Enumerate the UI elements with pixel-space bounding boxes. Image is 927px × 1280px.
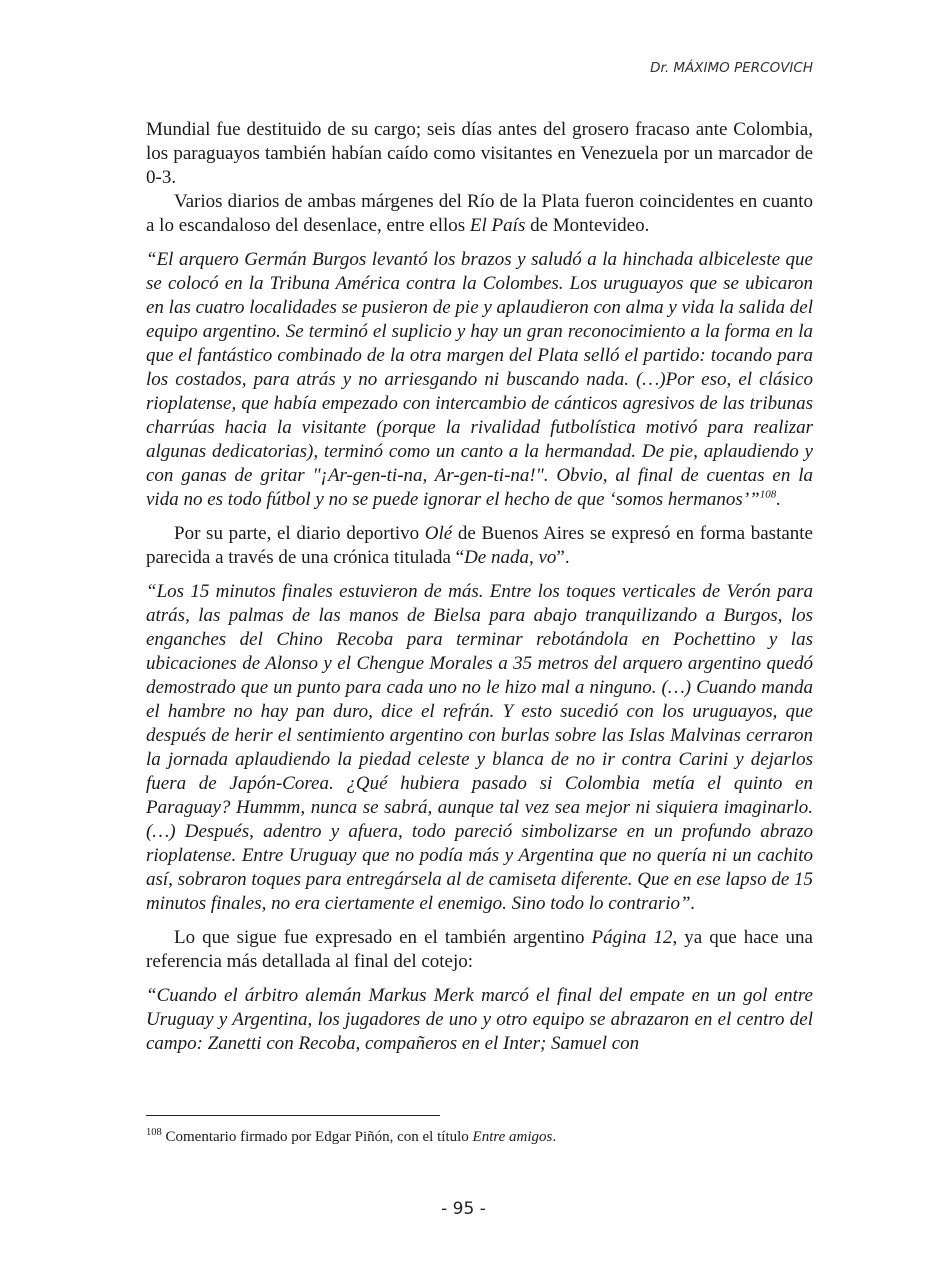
block-quote: “Cuando el árbitro alemán Markus Merk marcó el final del empate en un gol entre Uruguay y Argentina, los jugadores de uno y otro equipo se abrazaron en el centro del campo: Zanetti con Recoba, compañeros en el Inter; Samuel con	[146, 985, 813, 1054]
paragraph	[146, 190, 813, 238]
newspaper-name: Página 12	[591, 927, 673, 948]
footnote-text: Comentario firmado por Edgar Piñón, con el título	[161, 1129, 473, 1145]
paragraph-text: Varios diarios de ambas márgenes del Río de la Plata fueron coincidentes en cuanto a lo escandaloso del desenlace, entre ellos	[146, 191, 813, 236]
footnote-reference: 108	[759, 488, 777, 501]
body-text	[146, 118, 813, 1066]
footnote-separator	[146, 1115, 440, 1116]
running-header: Dr. MÁXIMO PERCOVICH	[650, 60, 813, 76]
paragraph-text: de Montevideo.	[525, 215, 650, 236]
paragraph-text: , ya que hace una referencia más detallada al final del cotejo:	[146, 927, 813, 972]
paragraph-text: de Buenos Aires se expresó en forma bastante parecida a través de una crónica titulada “	[146, 523, 813, 568]
block-quote	[146, 248, 813, 512]
block-quote: “Los 15 minutos finales estuvieron de más. Entre los toques verticales de Verón para atrás, las palmas de las manos de Bielsa para abajo tranquilizando a Burgos, los enganches del Chino Recoba para terminar rebotándola en Pochettino y las ubicaciones de Alonso y el Chengue Morales a 35 metros del arquero argentino quedó demostrado que un punto para cada uno no le hizo mal a ninguno. (…) Cuando manda el hambre no hay pan duro, dice el refrán. Y esto sucedió con los uruguayos, que después de herir el sentimiento argentino con burlas sobre las Islas Malvinas cerraron la jornada aplaudiendo la piedad celeste y blanca de no ir contra Carini y dejarlos fuera de Japón-Corea. ¿Qué hubiera pasado si Colombia metía el quinto en Paraguay? Hummm, nunca se sabrá, aunque tal vez sea mejor ni siquiera imaginarlo. (…) Después, adentro y afuera, todo pareció simbolizarse en un profundo abrazo rioplatense. Entre Uruguay que no podía más y Argentina que no quería ni un cachito así, sobraron toques para entregársela al de camiseta diferente. Que en ese lapso de 15 minutos finales, no era ciertamente el enemigo. Sino todo lo contrario”.	[146, 581, 814, 914]
paragraph: Mundial fue destituido de su cargo; seis días antes del grosero fracaso ante Colombia, los paraguayos también habían caído como visitantes en Venezuela por un marcador de 0-3.	[146, 119, 813, 188]
footnote-title: Entre amigos	[472, 1129, 553, 1145]
paragraph-text: ”.	[556, 547, 570, 568]
newspaper-name: El País	[469, 215, 526, 236]
paragraph	[146, 926, 813, 974]
article-title: De nada, vo	[464, 547, 557, 568]
page-number: - 95 -	[441, 1199, 486, 1219]
paragraph-text: Por su parte, el diario deportivo	[174, 523, 425, 544]
paragraph	[146, 522, 813, 570]
newspaper-name: Olé	[424, 523, 453, 544]
footnote-number: 108	[146, 1127, 162, 1138]
quote-text: “El arquero Germán Burgos levantó los brazos y saludó a la hinchada albiceleste que se colocó en la Tribuna América contra la Colombes. Los uruguayos que se ubicaron en las cuatro localidades se pusieron de pie y aplaudieron con alma y vida la salida del equipo argentino. Se terminó el suplicio y hay un gran reconocimiento a la forma en la que el fantástico combinado de la otra margen del Plata selló el partido: tocando para los costados, para atrás y no arriesgando ni buscando nada. (…)Por eso, el clásico rioplatense, que había empezado con intercambio de cánticos agresivos de las tribunas charrúas hacia la visitante (porque la rivalidad futbolística motivó para realizar algunas dedicatorias), terminó como un canto a la hermandad. De pie, aplaudiendo y con ganas de gritar "¡Ar-gen-ti-na, Ar-gen-ti-na!". Obvio, al final de cuentas en la vida no es todo fútbol y no se puede ignorar el hecho de que ‘somos hermanos’”	[146, 249, 814, 510]
paragraph-text: Lo que sigue fue expresado en el también argentino	[174, 927, 592, 948]
footnote-text: .	[552, 1129, 557, 1145]
footnote	[146, 1127, 813, 1147]
quote-text: .	[776, 489, 781, 510]
